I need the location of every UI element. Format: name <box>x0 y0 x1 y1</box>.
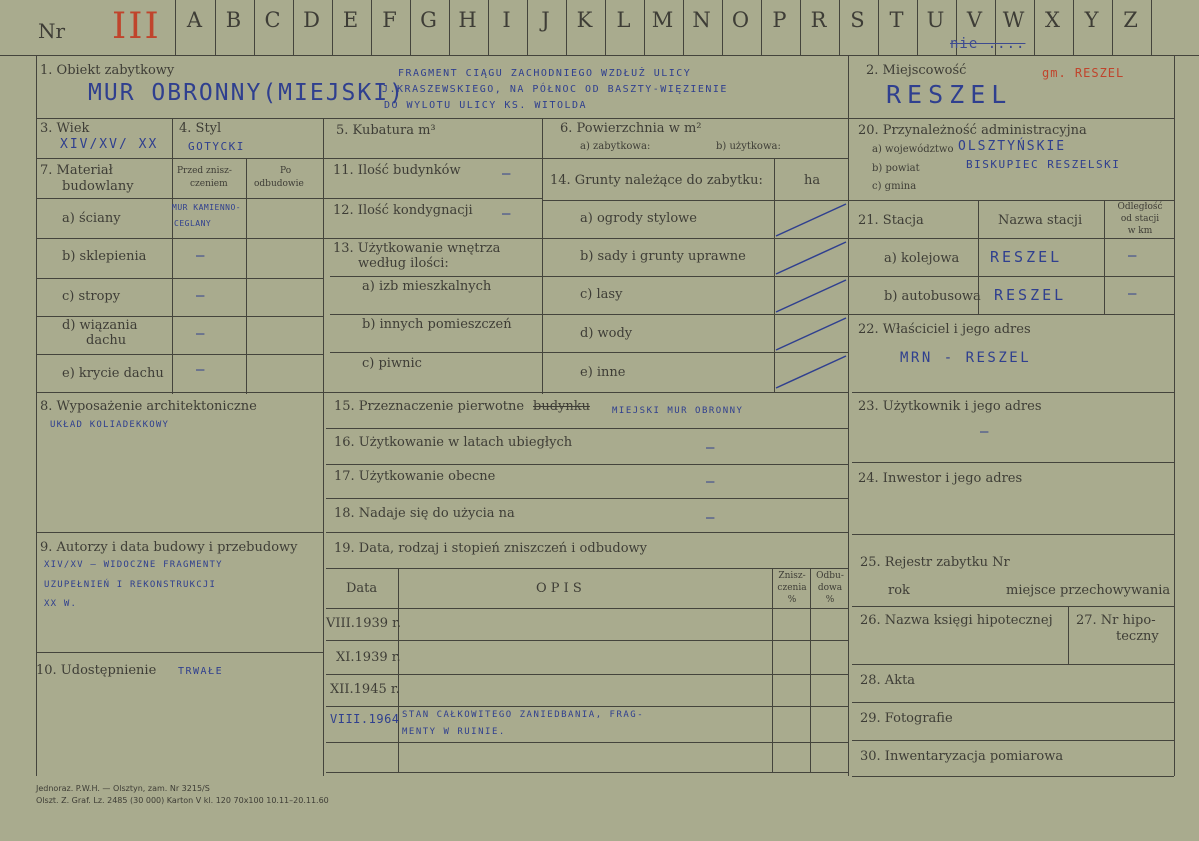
field7-row-a-label: a) ściany <box>62 211 121 226</box>
field2-note: gm. RESZEL <box>1042 66 1125 80</box>
field22-value[interactable]: MRN - RESZEL <box>900 350 1032 366</box>
letter-cell-g[interactable]: G <box>420 8 437 32</box>
field26-label: 26. Nazwa księgi hipotecznej <box>860 613 1053 628</box>
letter-cell-u[interactable]: U <box>926 8 945 32</box>
grid-h-left-9 <box>36 532 323 533</box>
field12-value[interactable]: — <box>502 206 512 222</box>
letter-cell-p[interactable]: P <box>772 8 787 32</box>
field21-col-name: Nazwa stacji <box>998 213 1083 228</box>
footer-line2: Olszt. Z. Graf. Lz. 2485 (30 000) Karton V kl. 120 70x100 10.11–20.11.60 <box>36 796 329 805</box>
grid-h-28 <box>852 702 1174 703</box>
field7-row-a-before[interactable]: MUR KAMIENNO- <box>172 203 242 212</box>
grid-h-26 <box>852 664 1174 665</box>
grid-h-7c <box>36 316 323 317</box>
field23-label: 23. Użytkownik i jego adres <box>858 399 1042 414</box>
field27-label2: teczny <box>1116 629 1159 644</box>
field20-label: 20. Przynależność administracyjna <box>858 123 1087 138</box>
letter-cell-h[interactable]: H <box>458 8 477 32</box>
letter-cell-w[interactable]: W <box>1002 8 1025 32</box>
field17-value[interactable]: — <box>706 474 716 490</box>
letter-cell-s[interactable]: S <box>850 8 865 32</box>
field21-col-dist3: w km <box>1127 226 1153 236</box>
field19-row2-date: XI.1939 r. <box>336 650 401 665</box>
field21-col-dist2: od stacji <box>1120 214 1160 224</box>
letter-cell-v[interactable]: V <box>966 8 983 32</box>
field7-row-b-label: b) sklepienia <box>62 249 147 264</box>
letter-cell-c[interactable]: C <box>264 8 281 32</box>
field7-row-e-before[interactable]: — <box>196 362 206 378</box>
field21-row2-name[interactable]: RESZEL <box>994 286 1067 304</box>
letter-cell-m[interactable]: M <box>651 8 674 32</box>
grid-h-16 <box>326 464 848 465</box>
grid-h-24 <box>852 534 1174 535</box>
field7-row-c-before[interactable]: — <box>196 288 206 304</box>
field7-row-d-label2: dachu <box>86 333 127 348</box>
grid-h-21a <box>848 276 1174 277</box>
field15-crossed: budynku <box>533 399 590 414</box>
field19-row4-desc1[interactable]: STAN CAŁKOWITEGO ZANIEDBANIA, FRAG- <box>402 710 645 720</box>
field7-label1: 7. Materiał <box>40 163 113 178</box>
grid-h-22 <box>852 392 1174 393</box>
field21-row1-name[interactable]: RESZEL <box>990 248 1063 266</box>
field13-label2: według ilości: <box>358 256 449 271</box>
grid-h-11 <box>323 198 542 199</box>
letter-cell-y[interactable]: Y <box>1084 8 1099 32</box>
field1-value[interactable]: MUR OBRONNY(MIEJSKI) <box>88 80 405 106</box>
field6-a: a) zabytkowa: <box>580 141 651 152</box>
letter-cell-j[interactable]: J <box>541 8 550 32</box>
field7-row-d-before[interactable]: — <box>196 326 206 342</box>
field21-row1-dist[interactable]: — <box>1128 248 1138 264</box>
grid-h-23 <box>852 462 1174 463</box>
field7-col-after1: Po <box>280 166 292 176</box>
field18-value[interactable]: — <box>706 510 716 526</box>
field4-label: 4. Styl <box>179 121 222 136</box>
field7-col-before1: Przed znisz- <box>177 166 232 176</box>
field7-col-after2: odbudowie <box>254 179 304 189</box>
grid-v-19date <box>398 568 399 772</box>
field7-row-e-label: e) krycie dachu <box>62 366 164 381</box>
grid-v-right-main <box>848 56 849 776</box>
field17-label: 17. Użytkowanie obecne <box>334 469 496 484</box>
letter-cell-x[interactable]: X <box>1045 8 1060 32</box>
letter-cell-d[interactable]: D <box>303 8 320 32</box>
field14-unit: ha <box>804 173 821 188</box>
grid-h-19r3 <box>326 706 848 707</box>
grid-h-17 <box>326 498 848 499</box>
field10-label: 10. Udostępnienie <box>36 663 157 678</box>
field11-label: 11. Ilość budynków <box>333 163 461 178</box>
field18-label: 18. Nadaje się do użycia na <box>334 506 515 521</box>
field12-label: 12. Ilość kondygnacji <box>333 203 473 218</box>
field20-b-value[interactable]: BISKUPIEC RESZELSKI <box>966 158 1121 171</box>
field1-desc-line1[interactable]: FRAGMENT CIĄGU ZACHODNIEGO WZDŁUŻ ULICY <box>398 68 692 79</box>
field14-row-c: c) lasy <box>580 287 623 302</box>
field7-row-d-label: d) wiązania <box>62 318 138 333</box>
field1-label: 1. Obiekt zabytkowy <box>40 63 175 78</box>
field19-row4-desc2[interactable]: MENTY W RUINIE. <box>402 727 506 737</box>
field5-label: 5. Kubatura m³ <box>336 123 436 138</box>
field6-b: b) użytkowa: <box>716 141 781 152</box>
field13-a: a) izb mieszkalnych <box>362 279 492 294</box>
field15-value[interactable]: MIEJSKI MUR OBRONNY <box>612 406 744 416</box>
field21-col-dist1: Odległość <box>1117 202 1163 212</box>
field8-label: 8. Wyposażenie architektoniczne <box>40 399 257 414</box>
footer-line1: Jednoraz. P.W.H. — Olsztyn, zam. Nr 3215/S <box>36 784 210 793</box>
field9-label: 9. Autorzy i data budowy i przebudowy <box>40 540 298 555</box>
grid-v-19zn <box>810 568 811 772</box>
grid-v-mid <box>323 118 324 776</box>
grid-h-row2r <box>848 118 1174 119</box>
letter-separator <box>1151 0 1152 55</box>
field13-label1: 13. Użytkowanie wnętrza <box>333 241 501 256</box>
field24-label: 24. Inwestor i jego adres <box>858 471 1023 486</box>
letter-cell-z[interactable]: Z <box>1123 8 1138 32</box>
grid-h-21hdr <box>848 238 1174 239</box>
field13-c: c) piwnic <box>362 356 422 371</box>
grid-h-7a <box>36 238 323 239</box>
field16-value[interactable]: — <box>706 440 716 456</box>
field1-desc-line3[interactable]: DO WYLOTU ULICY KS. WITOLDA <box>384 100 588 111</box>
field29-label: 29. Fotografie <box>860 711 953 726</box>
field2-label: 2. Miejscowość <box>866 63 967 78</box>
field15-label: 15. Przeznaczenie pierwotne <box>334 399 525 414</box>
letter-cell-f[interactable]: F <box>382 8 397 32</box>
grid-h-29 <box>852 740 1174 741</box>
grid-h-13c <box>330 352 542 353</box>
grid-h-6 <box>542 158 848 159</box>
field14-row-e: e) inne <box>580 365 626 380</box>
field19-col-zn1: Znisz- <box>778 571 806 581</box>
field20-a-value[interactable]: OLSZTYŃSKIE <box>958 139 1067 154</box>
field19-col-odb2: dowa <box>817 583 843 593</box>
grid-h-7d <box>36 354 323 355</box>
grid-h-left-10 <box>36 652 323 653</box>
grid-h-row1 <box>36 118 848 119</box>
grid-h-13a <box>330 276 542 277</box>
field21-row2-label: b) autobusowa <box>884 289 981 304</box>
grid-h-7b <box>36 278 323 279</box>
field19-col-date: Data <box>346 581 378 596</box>
field10-value[interactable]: TRWAŁE <box>178 666 224 677</box>
field2-value[interactable]: RESZEL <box>886 80 1013 109</box>
letter-cell-k[interactable]: K <box>576 8 593 32</box>
field19-col-odb3: % <box>825 595 835 605</box>
grid-v-19opis <box>772 568 773 772</box>
field21-row1-label: a) kolejowa <box>884 251 960 266</box>
field27-label1: 27. Nr hipo- <box>1076 613 1156 628</box>
field30-label: 30. Inwentaryzacja pomiarowa <box>860 749 1064 764</box>
header-bottom-line <box>0 55 1199 56</box>
field11-value[interactable]: — <box>502 166 512 182</box>
grid-h-12 <box>323 238 542 239</box>
field23-value[interactable]: — <box>980 424 990 440</box>
letter-cell-i[interactable]: I <box>502 8 511 32</box>
field25-rok: rok <box>888 583 910 598</box>
grid-h-19cols <box>326 608 848 609</box>
field20-c-label: c) gmina <box>872 181 917 192</box>
field19-col-zn3: % <box>787 595 797 605</box>
field14-row-d: d) wody <box>580 326 633 341</box>
field1-desc-line2[interactable]: J.KRASZEWSKIEGO, NA PÓŁNOC OD BASZTY-WIĘZIENIE <box>382 84 728 95</box>
grid-v-26-27 <box>1068 606 1069 664</box>
field13-b: b) innych pomieszczeń <box>362 317 512 332</box>
field6-label: 6. Powierzchnia w m² <box>560 121 702 136</box>
grid-h-21b <box>848 314 1174 315</box>
field22-label: 22. Właściciel i jego adres <box>858 322 1031 337</box>
grid-h-13b <box>330 314 542 315</box>
letter-cell-t[interactable]: T <box>889 8 904 32</box>
letter-cell-r[interactable]: R <box>810 8 827 32</box>
grid-h-30 <box>852 776 1174 777</box>
grid-v-21dist <box>1104 200 1105 314</box>
crossed-note: nie .... <box>950 36 1026 52</box>
field19-label: 19. Data, rodzaj i stopień zniszczeń i odbudowy <box>334 541 648 556</box>
field8-value[interactable]: UKŁAD KOLIADEKKOWY <box>50 420 170 430</box>
field9-line2[interactable]: UZUPEŁNIEŃ I REKONSTRUKCJI <box>44 580 217 590</box>
grid-h-20 <box>848 200 1174 201</box>
field20-b-label: b) powiat <box>872 163 920 174</box>
grid-h-19hdr <box>326 568 848 569</box>
grid-h-19r5 <box>326 772 848 773</box>
field19-row3-date: XII.1945 r. <box>330 682 400 697</box>
field4-value[interactable]: GOTYCKI <box>188 140 245 153</box>
grid-v-wiek-styl <box>172 118 173 394</box>
field14-diagonal-strikes <box>774 200 848 392</box>
letter-cell-l[interactable]: L <box>616 8 631 32</box>
field21-label: 21. Stacja <box>858 213 924 228</box>
field7-col-before2: czeniem <box>190 179 228 189</box>
grid-h-19r1 <box>326 640 848 641</box>
grid-h-19r2 <box>326 674 848 675</box>
grid-h-15 <box>326 428 848 429</box>
field9-line1[interactable]: XIV/XV — WIDOCZNE FRAGMENTY <box>44 560 223 570</box>
letter-cell-n[interactable]: N <box>692 8 711 32</box>
field9-line3[interactable]: XX W. <box>44 599 78 609</box>
field7-label2: budowlany <box>62 179 134 194</box>
field21-row2-dist[interactable]: — <box>1128 286 1138 302</box>
field7-row-c-label: c) stropy <box>62 289 121 304</box>
grid-h-7e <box>36 392 848 393</box>
field7-row-a-before2[interactable]: CEGLANY <box>174 219 212 228</box>
letter-cell-e[interactable]: E <box>342 8 359 32</box>
roman-number: III <box>112 6 161 47</box>
field19-col-zn2: czenia <box>777 583 807 593</box>
field7-row-b-before[interactable]: — <box>196 248 206 264</box>
field19-col-opis: O P I S <box>536 581 582 596</box>
field20-a-label: a) województwo <box>872 144 954 155</box>
grid-h-18 <box>326 532 848 533</box>
field14-row-b: b) sady i grunty uprawne <box>580 249 746 264</box>
field25-miejsce: miejsce przechowywania <box>1006 583 1171 598</box>
letter-cell-o[interactable]: O <box>731 8 750 32</box>
field28-label: 28. Akta <box>860 673 916 688</box>
letter-cell-a[interactable]: A <box>186 8 203 32</box>
nr-label: Nr <box>38 19 66 43</box>
field19-row1-date: VIII.1939 r. <box>326 616 402 631</box>
grid-h-19r4 <box>326 742 848 743</box>
field16-label: 16. Użytkowanie w latach ubiegłych <box>334 435 573 450</box>
grid-v-right-end <box>1174 56 1175 776</box>
grid-h-25 <box>852 606 1174 607</box>
field14-label: 14. Grunty należące do zabytku: <box>550 173 763 188</box>
field25-label: 25. Rejestr zabytku Nr <box>860 555 1010 570</box>
field3-value[interactable]: XIV/XV/ XX <box>60 137 159 152</box>
grid-h-7hdr <box>36 198 323 199</box>
letter-cell-b[interactable]: B <box>225 8 242 32</box>
field3-label: 3. Wiek <box>40 121 90 136</box>
grid-v-before-after <box>246 158 247 394</box>
field19-row4-date[interactable]: VIII.1964 <box>330 712 400 726</box>
field19-col-odb1: Odbu- <box>816 571 844 581</box>
field14-row-a: a) ogrody stylowe <box>580 211 697 226</box>
